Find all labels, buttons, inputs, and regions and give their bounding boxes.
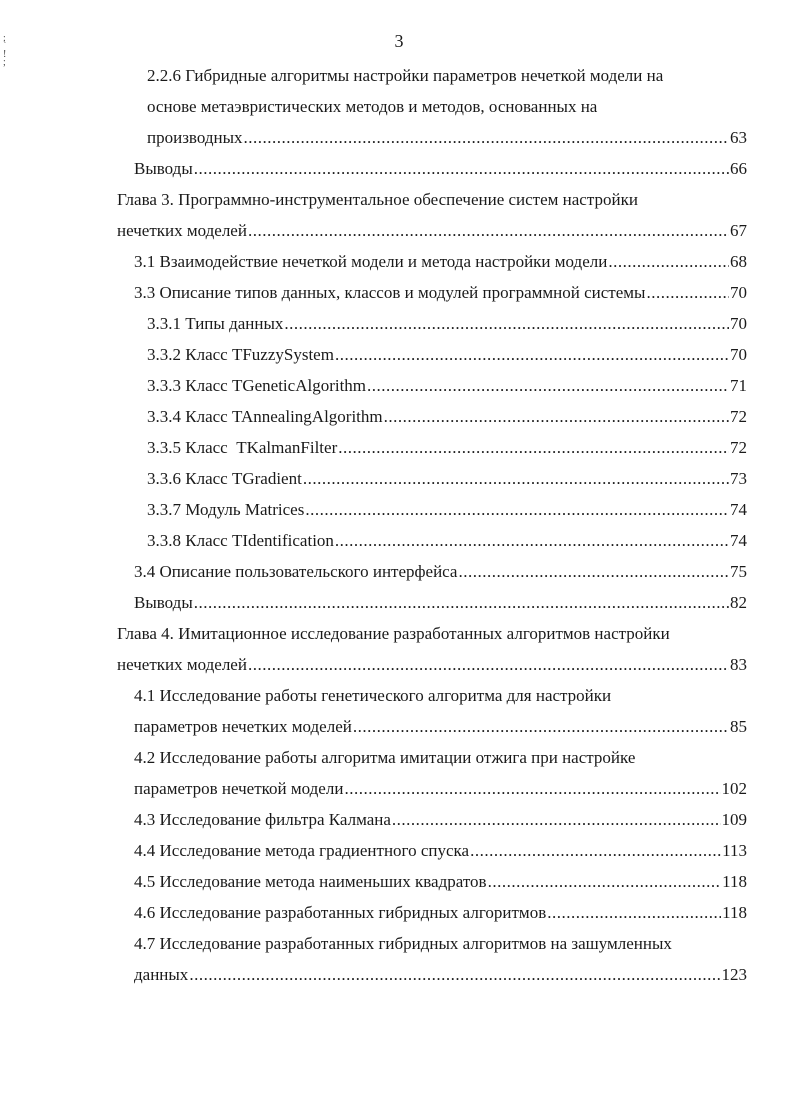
toc-entry-text: нечетких моделей: [117, 655, 247, 674]
dot-leader: [367, 370, 729, 401]
toc-entry-text: 2.2.6 Гибридные алгоритмы настройки параметров нечеткой модели на: [147, 66, 664, 85]
toc-page-number: 66: [730, 159, 747, 178]
dot-leader: [248, 649, 729, 680]
toc-page-number: 109: [721, 810, 747, 829]
toc-entry-conclusions-ch2[interactable]: [0, 153, 798, 184]
toc-page-number: 102: [721, 779, 747, 798]
dot-leader: [305, 494, 729, 525]
toc-entry-text: 4.4 Исследование метода градиентного спуска: [134, 841, 470, 860]
toc-entry-text: параметров нечеткой модели: [134, 779, 344, 798]
toc-entry-text: 4.7 Исследование разработанных гибридных алгоритмов на зашумленных: [134, 934, 672, 953]
dot-leader: [335, 339, 729, 370]
toc-entry-text: 3.3.3 Класс TGeneticAlgorithm: [147, 376, 367, 395]
dot-leader: [608, 246, 729, 277]
dot-leader: [384, 401, 729, 432]
toc-entry-text: основе метаэвристических методов и методов, основанных на: [147, 97, 598, 116]
dot-leader: [335, 525, 729, 556]
toc-entry-text: Глава 3. Программно-инструментальное обеспечение систем настройки: [117, 190, 638, 209]
toc-entry-3-3-6[interactable]: [0, 463, 798, 494]
toc-entry-4-4[interactable]: [0, 835, 798, 866]
toc-page-number: 72: [730, 438, 747, 457]
toc-entry-3-3[interactable]: [0, 277, 798, 308]
toc-entry-chapter-4[interactable]: [0, 618, 798, 680]
toc-entry-4-7[interactable]: [0, 928, 798, 990]
toc-entry-text: нечетких моделей: [117, 221, 247, 240]
toc-entry-2-2-6[interactable]: [0, 57, 798, 153]
toc-page-number: 82: [730, 593, 747, 612]
toc-page-number: 74: [730, 531, 747, 550]
toc-entry-text: 3.3.2 Класс TFuzzySystem: [147, 345, 334, 364]
toc-page-number: 83: [730, 655, 747, 674]
toc-entry-text: 4.1 Исследование работы генетического алгоритма для настройки: [134, 686, 612, 705]
dot-leader: [488, 866, 722, 897]
dot-leader: [470, 835, 721, 866]
toc-entry-4-5[interactable]: [0, 866, 798, 897]
toc-entry-text: данных: [134, 965, 189, 984]
dot-leader: [547, 897, 721, 928]
toc-entry-text: 3.3.4 Класс TAnnealingAlgorithm: [147, 407, 383, 426]
dot-leader: [248, 215, 729, 246]
dot-leader: [303, 463, 729, 494]
toc-entry-4-1[interactable]: [0, 680, 798, 742]
toc-page-number: 70: [730, 314, 747, 333]
page-number: 3: [394, 31, 404, 51]
toc-entry-3-3-5[interactable]: [0, 432, 798, 463]
toc-entry-text: 3.1 Взаимодействие нечеткой модели и метода настройки модели: [134, 252, 608, 271]
toc-entry-text: Выводы: [134, 159, 193, 178]
scan-mark: ;: [3, 57, 6, 68]
toc-page-number: 85: [730, 717, 747, 736]
toc-entry-text: 3.4 Описание пользовательского интерфейса: [134, 562, 458, 581]
toc-entry-text: Глава 4. Имитационное исследование разработанных алгоритмов настройки: [117, 624, 670, 643]
toc-entry-3-4[interactable]: [0, 556, 798, 587]
toc-entry-text: производных: [147, 128, 243, 147]
toc-page-number: 68: [730, 252, 747, 271]
dot-leader: [646, 277, 729, 308]
toc-page-number: 71: [730, 376, 747, 395]
toc-entry-text: параметров нечетких моделей: [134, 717, 352, 736]
toc-page-number: 75: [730, 562, 747, 581]
toc-entry-text: 3.3.5 Класс TKalmanFilter: [147, 438, 338, 457]
toc-page-number: 123: [721, 965, 747, 984]
toc-entry-text: 3.3.7 Модуль Matrices: [147, 500, 305, 519]
dot-leader: [338, 432, 729, 463]
toc-entry-text: 3.3.6 Класс TGradient: [147, 469, 302, 488]
toc-entry-3-3-3[interactable]: [0, 370, 798, 401]
scan-mark: `: [3, 41, 7, 52]
toc-page-number: 67: [730, 221, 747, 240]
toc-page-number: 118: [722, 903, 747, 922]
toc-entry-text: Выводы: [134, 593, 193, 612]
scan-mark: !: [3, 49, 7, 60]
dot-leader: [194, 153, 729, 184]
dot-leader: [392, 804, 721, 835]
toc-entry-text: 4.5 Исследование метода наименьших квадратов: [134, 872, 487, 891]
toc-page-number: 63: [730, 128, 747, 147]
toc-entry-3-3-4[interactable]: [0, 401, 798, 432]
dot-leader: [344, 773, 720, 804]
toc-entry-4-3[interactable]: [0, 804, 798, 835]
toc-page-number: 113: [722, 841, 747, 860]
toc-entry-text: 4.3 Исследование фильтра Калмана: [134, 810, 391, 829]
toc-entry-3-3-1[interactable]: [0, 308, 798, 339]
toc-entry-4-2[interactable]: [0, 742, 798, 804]
toc-page-number: 72: [730, 407, 747, 426]
dot-leader: [244, 122, 729, 153]
toc-entry-text: 3.3.8 Класс TIdentification: [147, 531, 334, 550]
toc-page-number: 73: [730, 469, 747, 488]
toc-entry-text: 3.3.1 Типы данных: [147, 314, 284, 333]
toc-entry-text: 4.6 Исследование разработанных гибридных алгоритмов: [134, 903, 547, 922]
toc-page-number: 74: [730, 500, 747, 519]
scan-mark: :: [3, 33, 6, 44]
toc-entry-conclusions-ch3[interactable]: [0, 587, 798, 618]
toc-entry-text: 3.3 Описание типов данных, классов и модулей программной системы: [134, 283, 646, 302]
toc-entry-3-3-2[interactable]: [0, 339, 798, 370]
dot-leader: [284, 308, 729, 339]
toc-entry-4-6[interactable]: [0, 897, 798, 928]
toc-page-number: 118: [722, 872, 747, 891]
dot-leader: [194, 587, 729, 618]
toc-entry-text: 4.2 Исследование работы алгоритма имитации отжига при настройке: [134, 748, 636, 767]
toc-entry-3-3-8[interactable]: [0, 525, 798, 556]
dot-leader: [458, 556, 729, 587]
dot-leader: [353, 711, 729, 742]
toc-page-number: 70: [730, 283, 747, 302]
toc-entry-chapter-3[interactable]: [0, 184, 798, 246]
toc-page-number: 70: [730, 345, 747, 364]
table-of-contents: [0, 57, 798, 990]
toc-entry-3-1[interactable]: [0, 246, 798, 277]
toc-entry-3-3-7[interactable]: [0, 494, 798, 525]
dot-leader: [189, 959, 720, 990]
